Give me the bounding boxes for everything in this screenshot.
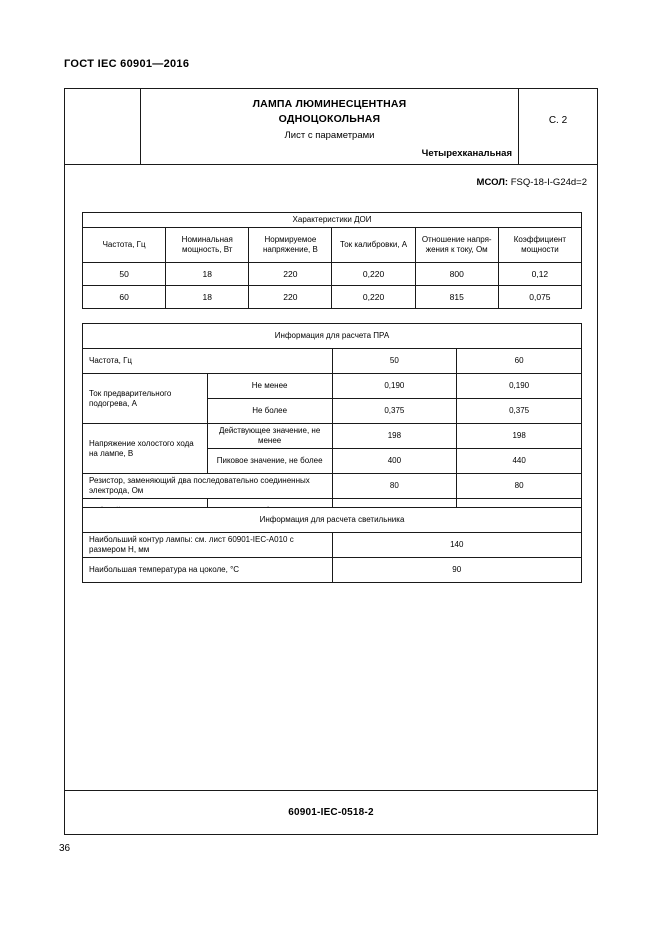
table2-value: 400 (332, 449, 457, 474)
table2-value: 0,190 (332, 374, 457, 399)
table-doi-characteristics (82, 212, 582, 309)
table1-cell: 18 (166, 286, 249, 309)
table1-caption: Характеристики ДОИ (83, 213, 582, 228)
table-row (83, 424, 582, 449)
table1-cell: 60 (83, 286, 166, 309)
table1-header-cell: Ток калибровки, А (332, 228, 415, 263)
table2-value: 198 (457, 424, 582, 449)
table1-header-cell: Отношение напря- жения к току, Ом (415, 228, 498, 263)
table-row (83, 263, 582, 286)
lamp-title-line1: ЛАМПА ЛЮМИНЕСЦЕНТНАЯ (252, 98, 407, 110)
table1-header-cell: Коэффициент мощности (498, 228, 581, 263)
lamp-title-line2: ОДНОЦОКОЛЬНАЯ (278, 113, 381, 125)
page-frame (64, 88, 598, 835)
table3-caption: Информация для расчета светильника (83, 508, 582, 533)
sheet-page-label: С. 2 (548, 115, 568, 126)
title-block (65, 89, 597, 165)
title-block-left-cell (65, 89, 141, 164)
table2-value: 60 (457, 349, 582, 374)
title-block-right-cell (519, 89, 597, 164)
table2-condition: Действующее значение, не менее (207, 424, 332, 449)
table1-header-cell: Нормируемое напряжение, В (249, 228, 332, 263)
table1-cell: 0,12 (498, 263, 581, 286)
table3-value: 90 (332, 558, 582, 583)
table1-header-cell: Частота, Гц (83, 228, 166, 263)
lamp-subtitle: Лист с параметрами (284, 130, 375, 141)
page-number: 36 (59, 843, 71, 854)
table2-value: 50 (332, 349, 457, 374)
table2-param: Резистор, заменяющий два последовательно соединенных электрода, Ом (83, 474, 333, 499)
table2-condition: Не более (207, 399, 332, 424)
table2-param: Ток предварительного подогрева, А (83, 374, 208, 424)
standard-header: ГОСТ IEC 60901—2016 (64, 58, 190, 70)
table1-cell: 800 (415, 263, 498, 286)
table2-param: Напряжение холостого хода на лампе, В (83, 424, 208, 474)
table2-caption: Информация для расчета ПРА (83, 324, 582, 349)
lamp-code-label: МСОЛ: (476, 177, 509, 188)
table-row (83, 474, 582, 499)
table-row (83, 558, 582, 583)
table-row (83, 374, 582, 399)
table1-cell: 220 (249, 286, 332, 309)
footer-sheet-code: 60901-IEC-0518-2 (288, 807, 374, 818)
table2-value: 0,375 (457, 399, 582, 424)
table1-cell: 0,220 (332, 263, 415, 286)
table3-value: 140 (332, 533, 582, 558)
table-row (83, 286, 582, 309)
table1-cell: 220 (249, 263, 332, 286)
table-row (83, 349, 582, 374)
table-luminaire-calculation (82, 507, 582, 583)
footer-block (65, 790, 597, 834)
table-ballast-calculation (82, 323, 582, 524)
table2-param: Частота, Гц (83, 349, 333, 374)
table1-cell: 0,220 (332, 286, 415, 309)
title-block-center-cell (141, 89, 519, 164)
table1-header-cell: Номинальная мощность, Вт (166, 228, 249, 263)
table2-condition: Пиковое значение, не более (207, 449, 332, 474)
table2-value: 0,190 (457, 374, 582, 399)
table1-cell: 18 (166, 263, 249, 286)
table1-cell: 0,075 (498, 286, 581, 309)
lamp-code-value: FSQ-18-I-G24d=2 (510, 177, 587, 188)
table-row (83, 533, 582, 558)
table3-param: Наибольший контур лампы: см. лист 60901-IEC-A010 с размером H, мм (83, 533, 333, 558)
table2-value: 0,375 (332, 399, 457, 424)
table2-value: 80 (457, 474, 582, 499)
table2-condition: Не менее (207, 374, 332, 399)
table1-cell: 815 (415, 286, 498, 309)
table1-cell: 50 (83, 263, 166, 286)
channel-label: Четырехканальная (421, 148, 512, 159)
table2-value: 198 (332, 424, 457, 449)
table2-value: 440 (457, 449, 582, 474)
lamp-code-line (477, 177, 587, 188)
table3-param: Наибольшая температура на цоколе, °C (83, 558, 333, 583)
table2-value: 80 (332, 474, 457, 499)
